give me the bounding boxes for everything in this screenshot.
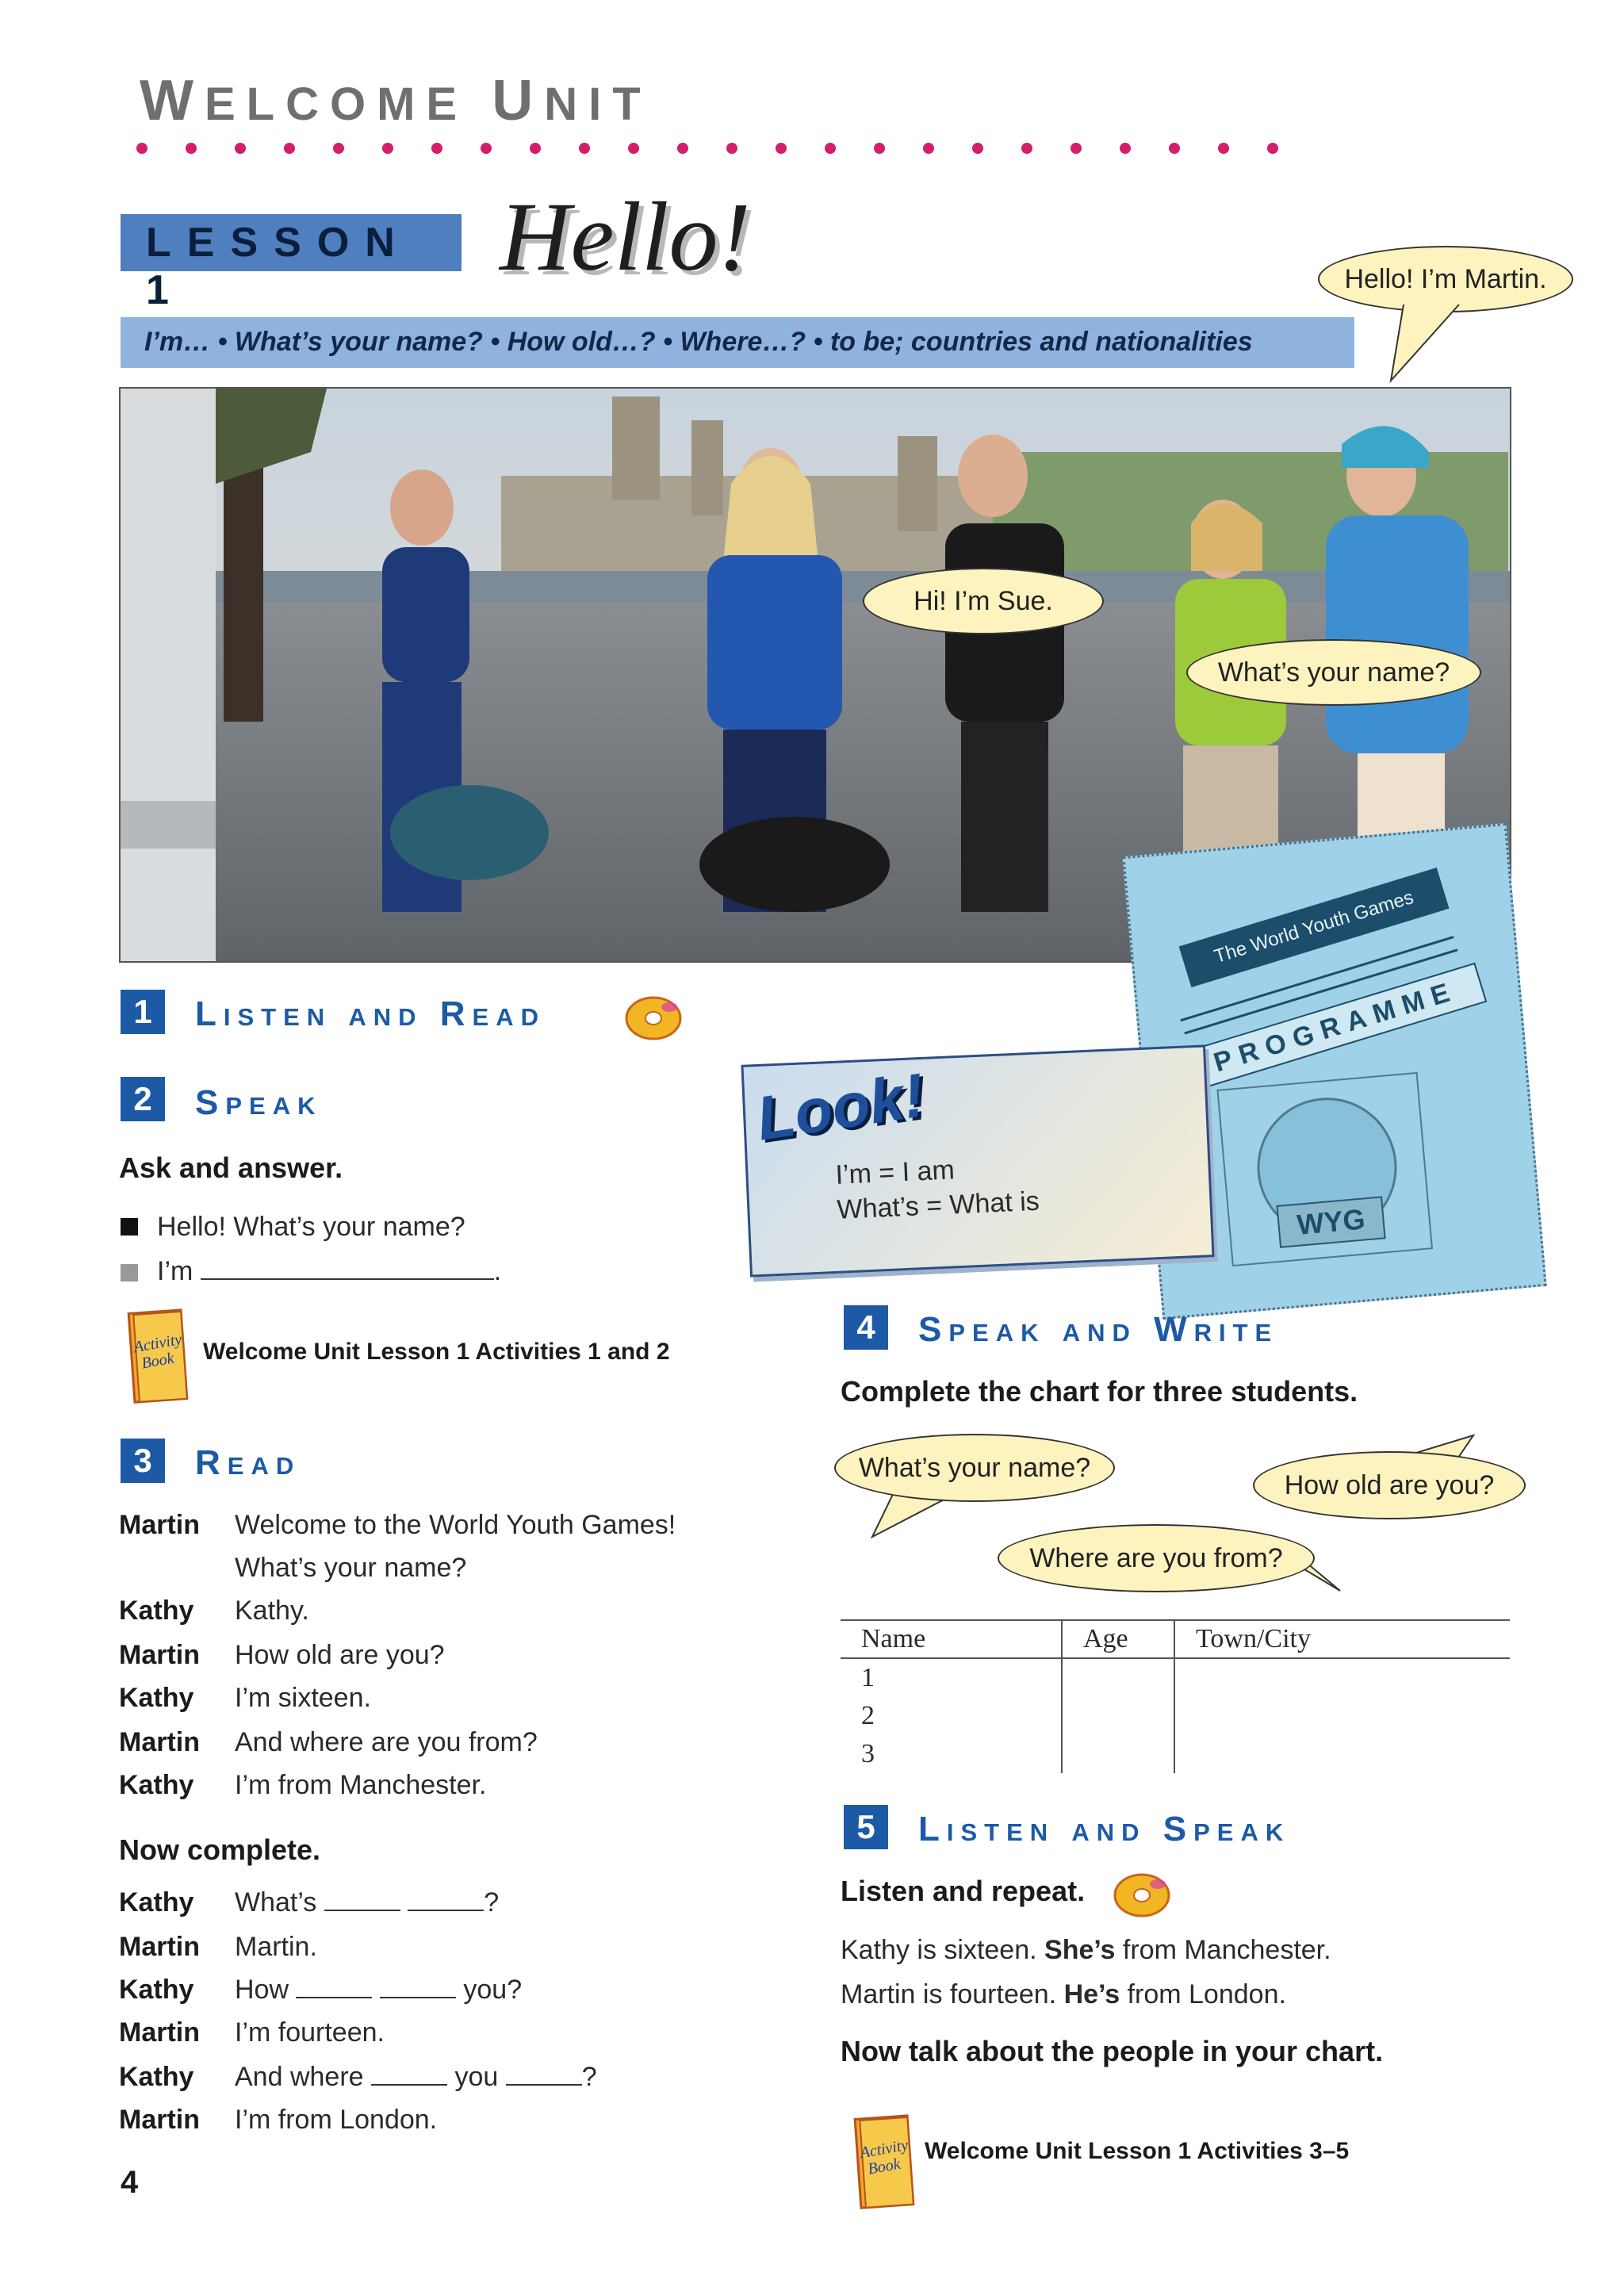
divider-dot (628, 143, 639, 154)
complete-fragment: How (235, 1975, 289, 2005)
line-text: from London. (1120, 1979, 1286, 2009)
unit-title-rest-2: NIT (544, 79, 652, 130)
complete-text: Martin. (235, 1932, 317, 1962)
section-2-number: 2 (121, 1077, 165, 1121)
dialogue-speaker: Kathy (119, 1596, 194, 1626)
complete-text (235, 1887, 499, 1918)
programme-banner: The World Youth Games (1179, 868, 1450, 987)
complete-speaker: Kathy (119, 2062, 194, 2092)
answer-blank[interactable] (506, 2062, 582, 2086)
activity-book-ref-1: Welcome Unit Lesson 1 Activities 1 and 2 (203, 1339, 670, 1365)
unit-title (140, 68, 652, 133)
divider-dot (1169, 143, 1180, 154)
section-5-instruction: Listen and repeat. (841, 1875, 1086, 1907)
look-line-1: I’m = I am (834, 1155, 956, 1190)
divider-dot (333, 143, 344, 154)
divider-dot (382, 143, 393, 154)
chart-row-number: 2 (861, 1701, 875, 1730)
divider-dot (186, 143, 197, 154)
book-label-2: Book (140, 1349, 176, 1373)
bullet-square-light (121, 1264, 138, 1282)
divider-dot (136, 143, 147, 154)
activity-book-icon (853, 2113, 917, 2211)
answer-blank[interactable] (408, 1887, 484, 1911)
dialogue-speaker: Martin (119, 1510, 200, 1540)
section-2-title: Speak (195, 1083, 323, 1122)
section-2-bullet-2: I’m . (157, 1256, 502, 1286)
bullet-square-dark (121, 1218, 138, 1236)
complete-fragment: And where (235, 2062, 364, 2092)
cd-icon (623, 990, 687, 1045)
unit-title-initial-w: W (140, 69, 205, 132)
divider-dot (874, 143, 885, 154)
chart-header-town: Town/City (1174, 1620, 1510, 1658)
dialogue-text: Kathy. (235, 1596, 309, 1626)
chart-header-age: Age (1062, 1620, 1174, 1658)
dialogue-speaker: Martin (119, 1727, 200, 1757)
dialogue-text: What’s your name? (235, 1553, 467, 1583)
chart-row (841, 1735, 1510, 1773)
divider-dot (284, 143, 295, 154)
chart-cell-town[interactable] (1174, 1658, 1510, 1697)
lesson-label: LESSON 1 (146, 220, 411, 313)
look-title: Look! (752, 1059, 929, 1154)
pronoun-he: He’s (1063, 1979, 1120, 2009)
book-label-1: Activity (858, 2136, 910, 2163)
complete-speaker: Martin (119, 2105, 200, 2135)
complete-speaker: Martin (119, 1932, 200, 1962)
section-4-title: Speak and Write (918, 1310, 1279, 1349)
section-3-title: Read (195, 1443, 301, 1482)
complete-fragment: you? (463, 1975, 523, 2005)
activity-book-ref-2: Welcome Unit Lesson 1 Activities 3–5 (925, 2138, 1350, 2164)
complete-speaker: Kathy (119, 1975, 194, 2005)
answer-blank[interactable] (296, 1975, 372, 1998)
complete-fragment: ? (484, 1887, 500, 1917)
section-2-bullet-1: Hello! What’s your name? (157, 1212, 465, 1242)
answer-blank[interactable] (371, 2062, 447, 2086)
look-box (741, 1044, 1214, 1277)
divider-dot (825, 143, 836, 154)
dialogue-speaker: Martin (119, 1640, 200, 1670)
bullet-2-text: I’m (157, 1256, 193, 1286)
divider-dot (923, 143, 934, 154)
section-5-line-1 (841, 1935, 1331, 1966)
dialogue-text: How old are you? (235, 1640, 445, 1670)
look-line-2: What’s = What is (836, 1186, 1040, 1225)
lesson-title: Hello! (500, 182, 751, 291)
speech-bubble-from: Where are you from? (998, 1524, 1315, 1592)
section-5-title: Listen and Speak (918, 1810, 1291, 1849)
unit-title-initial-u: U (492, 69, 545, 132)
speech-bubble-age: How old are you? (1253, 1451, 1526, 1519)
speech-bubble-name: What’s your name? (834, 1434, 1115, 1502)
divider-dot (530, 143, 541, 154)
divider-dot (1021, 143, 1032, 154)
divider-dot (431, 143, 442, 154)
chart-row (841, 1658, 1510, 1697)
complete-text (235, 1975, 522, 2006)
chart-cell-town[interactable] (1174, 1697, 1510, 1735)
speech-bubble-question: What’s your name? (1186, 639, 1481, 706)
divider-dot (235, 143, 246, 154)
section-5-line-2 (841, 1979, 1286, 2010)
unit-title-rest-1: ELCOME (204, 79, 492, 130)
dialogue-text: Welcome to the World Youth Games! (235, 1510, 676, 1540)
dot-divider (136, 140, 1278, 155)
programme-logo (1216, 1072, 1433, 1266)
chart-cell-town[interactable] (1174, 1735, 1510, 1773)
chart-cell-age[interactable] (1062, 1735, 1174, 1773)
programme-title: PROGRAMME (1184, 963, 1487, 1091)
divider-dot (972, 143, 983, 154)
complete-fragment: What’s (235, 1887, 317, 1917)
chart-row-number: 3 (861, 1739, 875, 1768)
answer-blank[interactable] (201, 1256, 494, 1280)
chart-cell-age[interactable] (1062, 1658, 1174, 1697)
student-chart (841, 1619, 1510, 1773)
chart-row (841, 1697, 1510, 1735)
complete-text (235, 2062, 597, 2093)
divider-dot (579, 143, 590, 154)
complete-fragment: you (454, 2062, 499, 2092)
divider-dot (1218, 143, 1229, 154)
divider-dot (1071, 143, 1082, 154)
topics-text: I’m… • What’s your name? • How old…? • Where…? • to be; countries and nationalities (144, 327, 1253, 357)
programme-logo-text: WYG (1276, 1196, 1385, 1247)
lesson-badge (121, 214, 462, 313)
topics-bar (121, 317, 1354, 368)
divider-dot (1120, 143, 1131, 154)
dialogue-text: I’m from Manchester. (235, 1770, 487, 1800)
book-label-1: Activity (132, 1330, 183, 1357)
section-4-number: 4 (844, 1305, 888, 1350)
complete-speaker: Martin (119, 2017, 200, 2048)
pronoun-she: She’s (1044, 1935, 1116, 1965)
line-text: Kathy is sixteen. (841, 1935, 1045, 1965)
speech-bubble-sue: Hi! I’m Sue. (863, 568, 1104, 634)
line-text: from Manchester. (1115, 1935, 1331, 1965)
divider-dot (677, 143, 688, 154)
complete-text: I’m fourteen. (235, 2017, 385, 2048)
answer-blank[interactable] (380, 1975, 456, 1998)
chart-header-name: Name (841, 1620, 1062, 1658)
speech-bubble-martin: Hello! I’m Martin. (1318, 246, 1573, 312)
section-5-closing: Now talk about the people in your chart. (841, 2035, 1384, 2067)
section-1-number: 1 (121, 990, 165, 1034)
divider-dot (1267, 143, 1278, 154)
section-1-title: Listen and Read (195, 994, 546, 1033)
dialogue-speaker: Kathy (119, 1683, 194, 1713)
section-3-number: 3 (121, 1439, 165, 1483)
complete-speaker: Kathy (119, 1887, 194, 1917)
complete-fragment: ? (581, 2062, 597, 2092)
section-5-number: 5 (844, 1805, 888, 1849)
dialogue-text: I’m sixteen. (235, 1683, 371, 1713)
divider-dot (776, 143, 787, 154)
chart-cell-age[interactable] (1062, 1697, 1174, 1735)
line-text: Martin is fourteen. (841, 1979, 1064, 2009)
chart-row-number: 1 (861, 1663, 875, 1692)
section-2-instruction: Ask and answer. (119, 1151, 343, 1184)
cd-icon (1112, 1867, 1175, 1922)
dialogue-text: And where are you from? (235, 1727, 538, 1757)
book-label-2: Book (866, 2155, 902, 2178)
section-4-instruction: Complete the chart for three students. (841, 1375, 1358, 1408)
speech-bubble-tail (1388, 301, 1483, 389)
complete-text: I’m from London. (235, 2105, 438, 2135)
dialogue-speaker: Kathy (119, 1770, 194, 1800)
divider-dot (726, 143, 737, 154)
divider-dot (481, 143, 492, 154)
answer-blank[interactable] (324, 1887, 400, 1911)
activity-book-icon (127, 1307, 190, 1405)
page-number: 4 (121, 2165, 139, 2200)
complete-heading: Now complete. (119, 1833, 321, 1866)
